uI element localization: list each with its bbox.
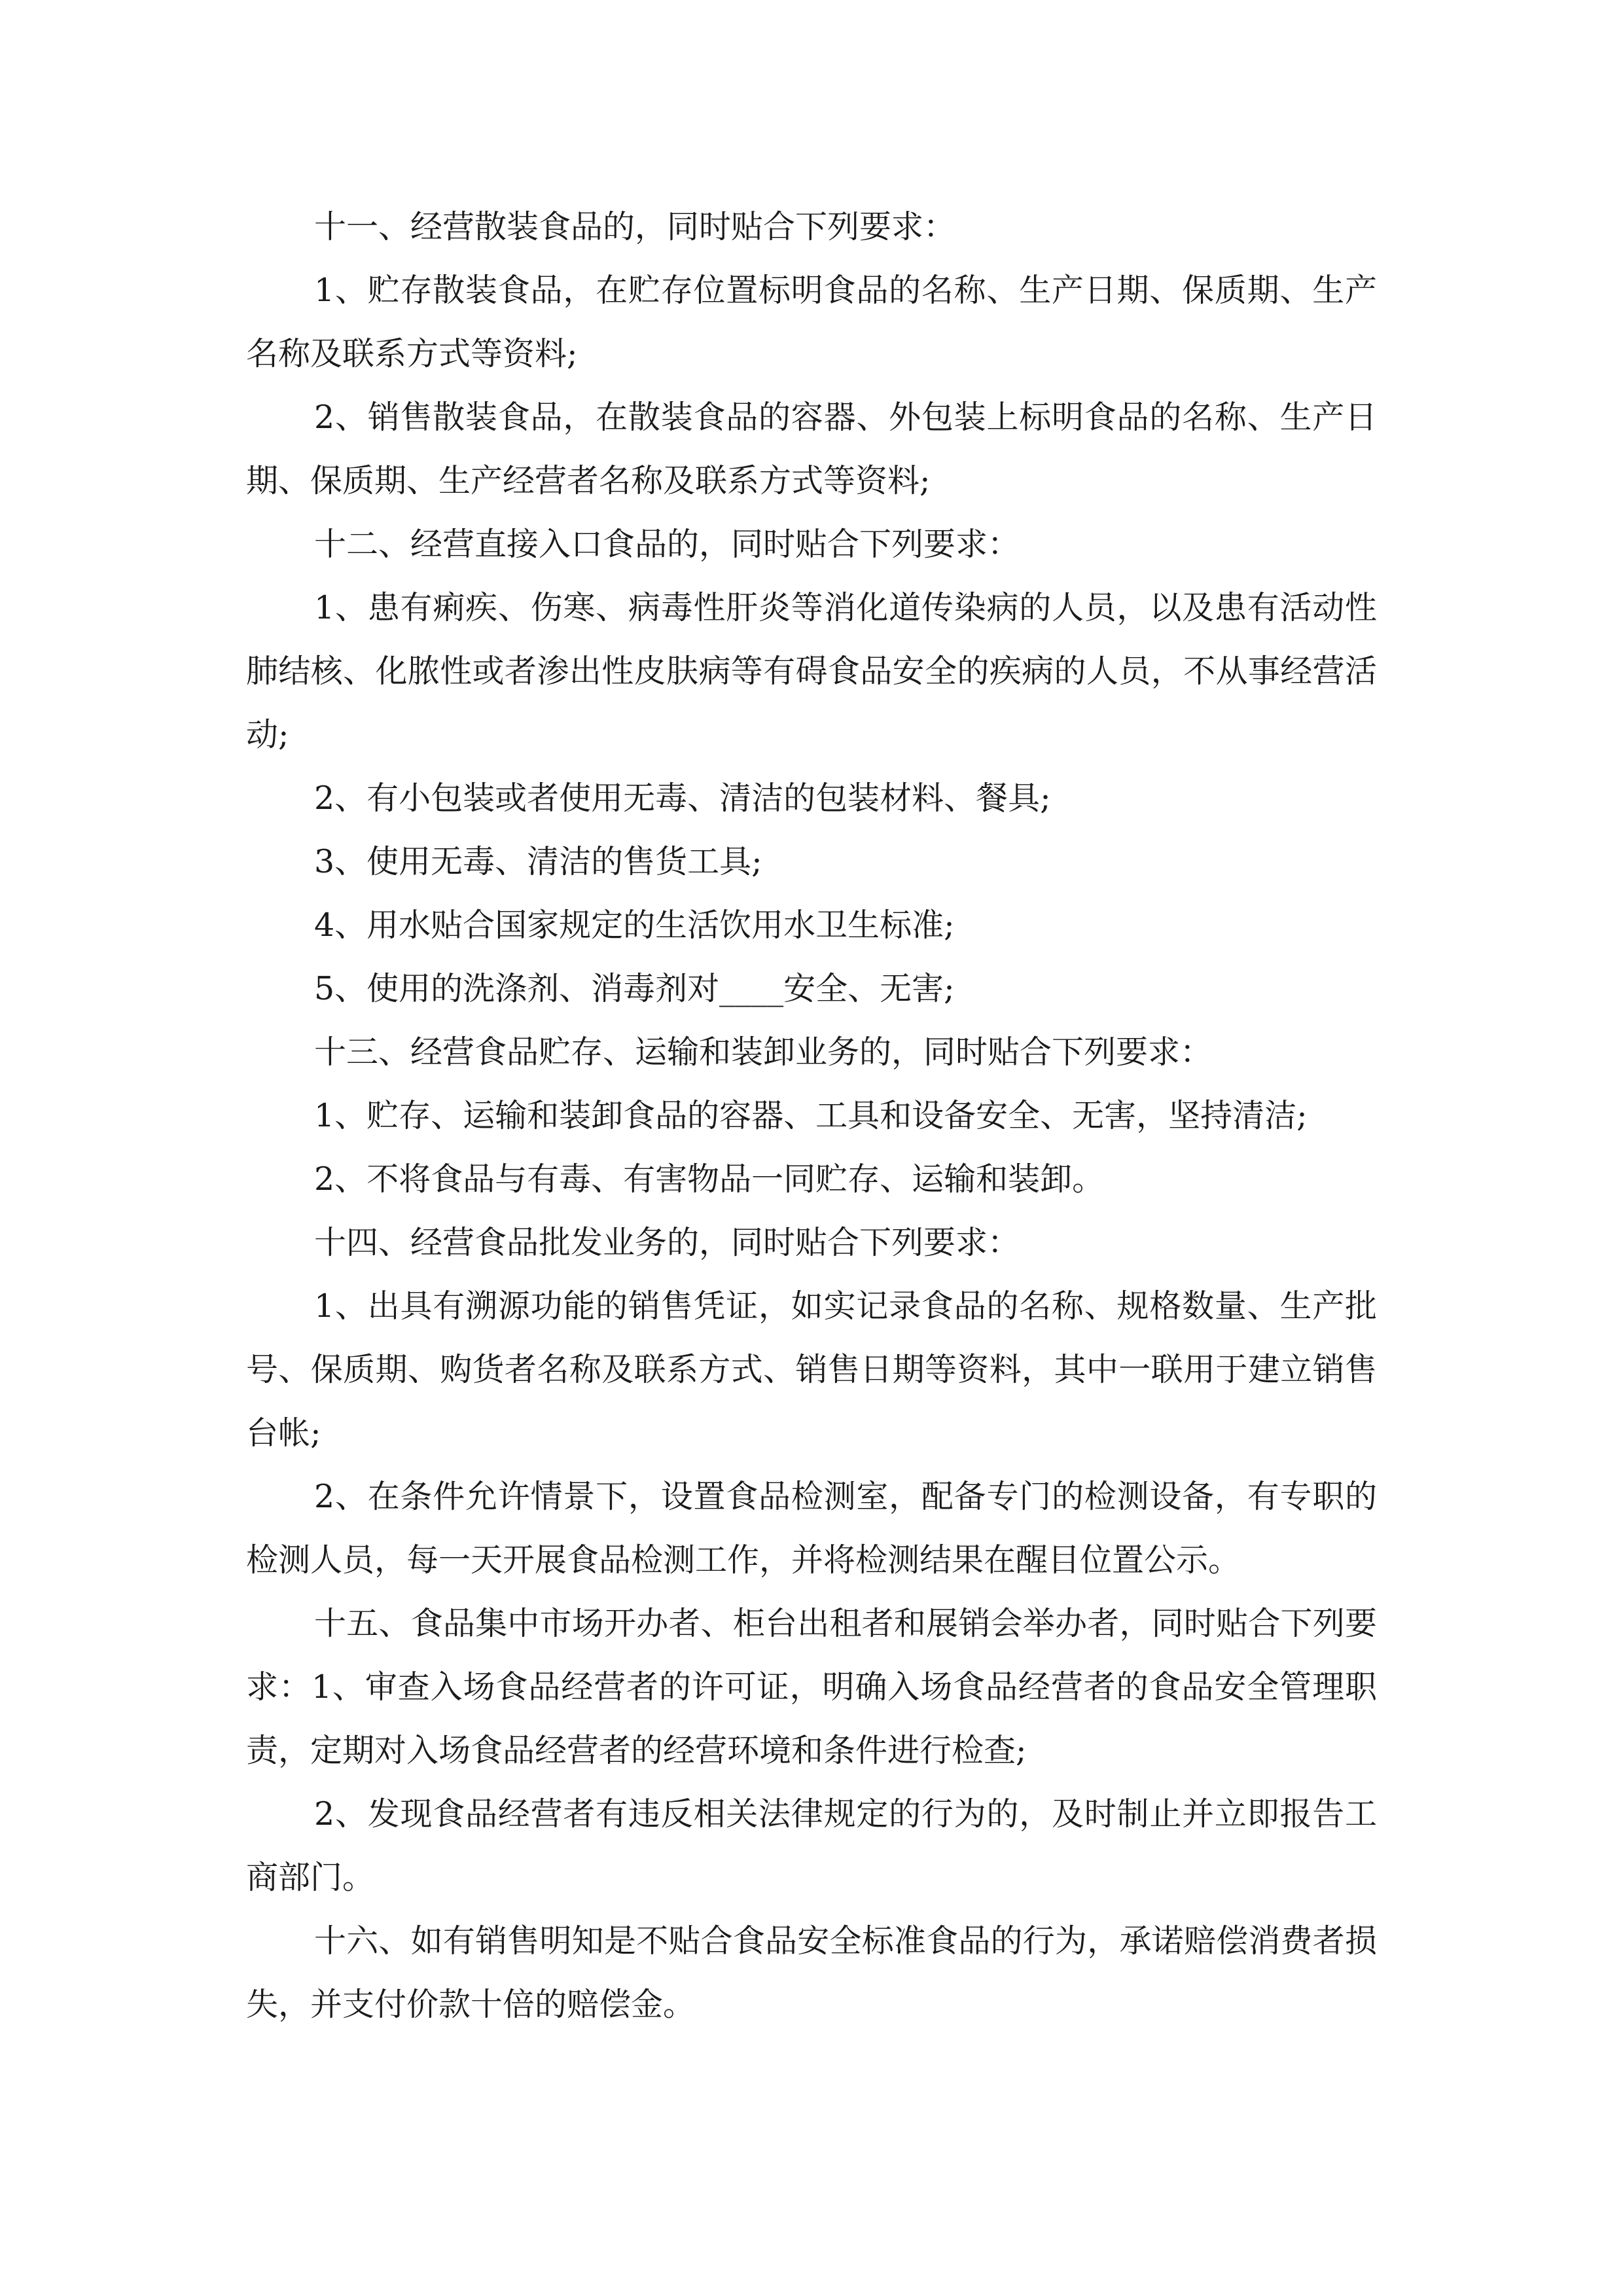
paragraph-section-14-item-1: 1、出具有溯源功能的销售凭证，如实记录食品的名称、规格数量、生产批号、保质期、购货者名称及联系方式、销售日期等资料，其中一联用于建立销售台帐;: [246, 1287, 1377, 1452]
paragraph-section-11-item-1: 1、贮存散装食品，在贮存位置标明食品的名称、生产日期、保质期、生产名称及联系方式等资料;: [246, 272, 1377, 372]
paragraph-section-13-item-1: 1、贮存、运输和装卸食品的容器、工具和设备安全、无害，坚持清洁;: [314, 1097, 1308, 1134]
paragraph-section-15-item-2: 2、发现食品经营者有违反相关法律规定的行为的，及时制止并立即报告工商部门。: [246, 1795, 1377, 1896]
paragraph-section-12-item-4: 4、用水贴合国家规定的生活饮用水卫生标准;: [314, 906, 955, 944]
paragraph-section-12-item-2: 2、有小包装或者使用无毒、清洁的包装材料、餐具;: [314, 780, 1051, 817]
paragraph-section-12-item-5: 5、使用的洗涤剂、消毒剂对____安全、无害;: [314, 970, 955, 1007]
document-body: [246, 195, 1377, 2036]
paragraph-section-12-heading: 十二、经营直接入口食品的，同时贴合下列要求：: [314, 526, 1020, 563]
paragraph-section-13-heading: 十三、经营食品贮存、运输和装卸业务的，同时贴合下列要求：: [314, 1033, 1213, 1071]
paragraph-section-12-item-1: 1、患有痢疾、伤寒、病毒性肝炎等消化道传染病的人员，以及患有活动性肺结核、化脓性或者渗出性皮肤病等有碍食品安全的疾病的人员，不从事经营活动;: [246, 589, 1377, 753]
paragraph-section-16: 十六、如有销售明知是不贴合食品安全标准食品的行为，承诺赔偿消费者损失，并支付价款十倍的赔偿金。: [246, 1922, 1377, 2023]
paragraph-section-15-heading: 十五、食品集中市场开办者、柜台出租者和展销会举办者，同时贴合下列要求：1、审查入场食品经营者的许可证，明确入场食品经营者的食品安全管理职责，定期对入场食品经营者的经营环境和条件进行检查;: [246, 1605, 1377, 1769]
paragraph-section-11-item-2: 2、销售散装食品，在散装食品的容器、外包装上标明食品的名称、生产日期、保质期、生产经营者名称及联系方式等资料;: [246, 399, 1377, 499]
paragraph-section-14-heading: 十四、经营食品批发业务的，同时贴合下列要求：: [314, 1224, 1020, 1261]
paragraph-section-12-item-3: 3、使用无毒、清洁的售货工具;: [314, 843, 762, 880]
paragraph-section-11-heading: 十一、经营散装食品的，同时贴合下列要求：: [314, 208, 956, 245]
paragraph-section-13-item-2: 2、不将食品与有毒、有害物品一同贮存、运输和装卸。: [314, 1160, 1105, 1198]
paragraph-section-14-item-2: 2、在条件允许情景下，设置食品检测室，配备专门的检测设备，有专职的检测人员，每一天开展食品检测工作，并将检测结果在醒目位置公示。: [246, 1478, 1377, 1579]
